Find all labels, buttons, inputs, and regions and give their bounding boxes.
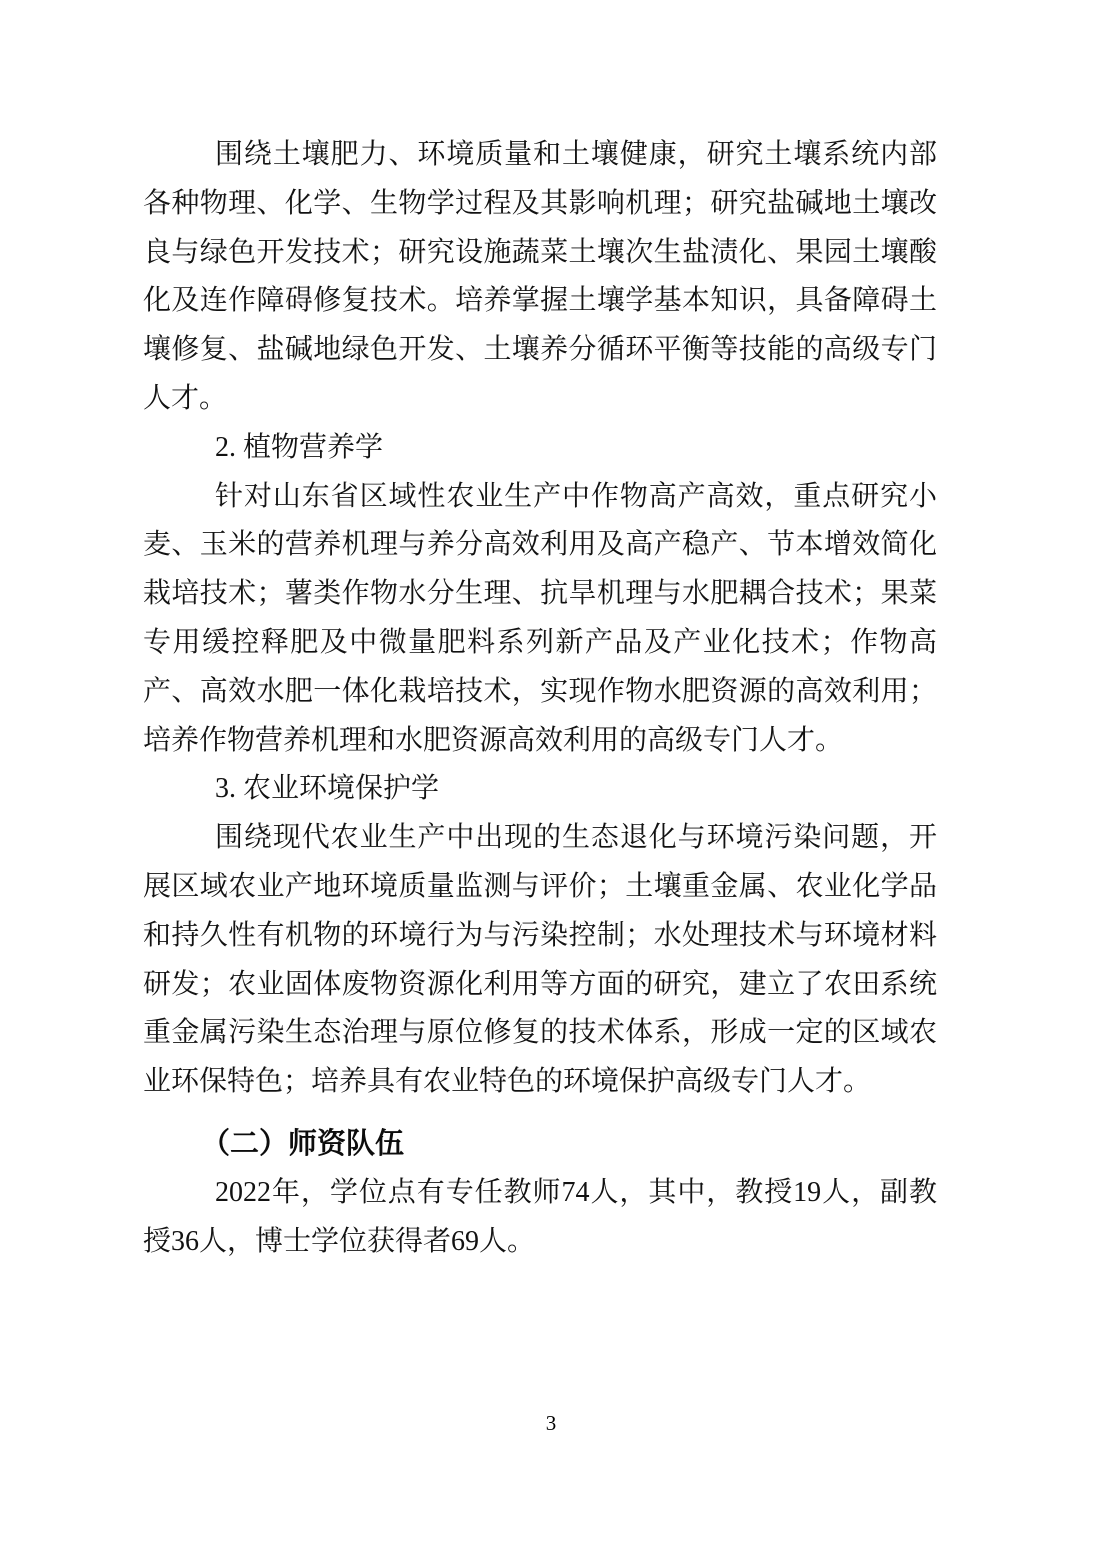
paragraph-agro-environment: 围绕现代农业生产中出现的生态退化与环境污染问题，开展区域农业产地环境质量监测与评价；土壤重金属、农业化学品和持久性有机物的环境行为与污染控制；水处理技术与环境材料研发；农业固体废物资源化利用等方面的研究，建立了农田系统重金属污染生态治理与原位修复的技术体系，形成一定的区域农业环保特色；培养具有农业特色的环境保护高级专门人才。	[143, 822, 937, 1098]
page-footer	[0, 1410, 1102, 1436]
paragraph-soil-science: 围绕土壤肥力、环境质量和土壤健康，研究土壤系统内部各种物理、化学、生物学过程及其影响机理；研究盐碱地土壤改良与绿色开发技术；研究设施蔬菜土壤次生盐渍化、果园土壤酸化及连作障碍修复技术。培养掌握土壤学基本知识，具备障碍土壤修复、盐碱地绿色开发、土壤养分循环平衡等技能的高级专门人才。	[143, 139, 937, 414]
subheading-agro-environment: 3. 农业环境保护学	[215, 773, 440, 805]
heading-faculty-team: （二）师资队伍	[201, 1127, 405, 1160]
subheading-plant-nutrition: 2. 植物营养学	[215, 431, 384, 463]
paragraph-plant-nutrition: 针对山东省区域性农业生产中作物高产高效，重点研究小麦、玉米的营养机理与养分高效利用及高产稳产、节本增效简化栽培技术；薯类作物水分生理、抗旱机理与水肥耦合技术；果菜专用缓控释肥及中微量肥料系列新产品及产业化技术；作物高产、高效水肥一体化栽培技术，实现作物水肥资源的高效利用；培养作物营养机理和水肥资源高效利用的高级专门人才。	[143, 480, 937, 756]
page-number: 3	[545, 1411, 557, 1435]
document-body	[143, 131, 937, 1267]
paragraph-faculty-team: 2022年，学位点有专任教师74人，其中，教授19人，副教授36人，博士学位获得者69人。	[143, 1176, 937, 1257]
